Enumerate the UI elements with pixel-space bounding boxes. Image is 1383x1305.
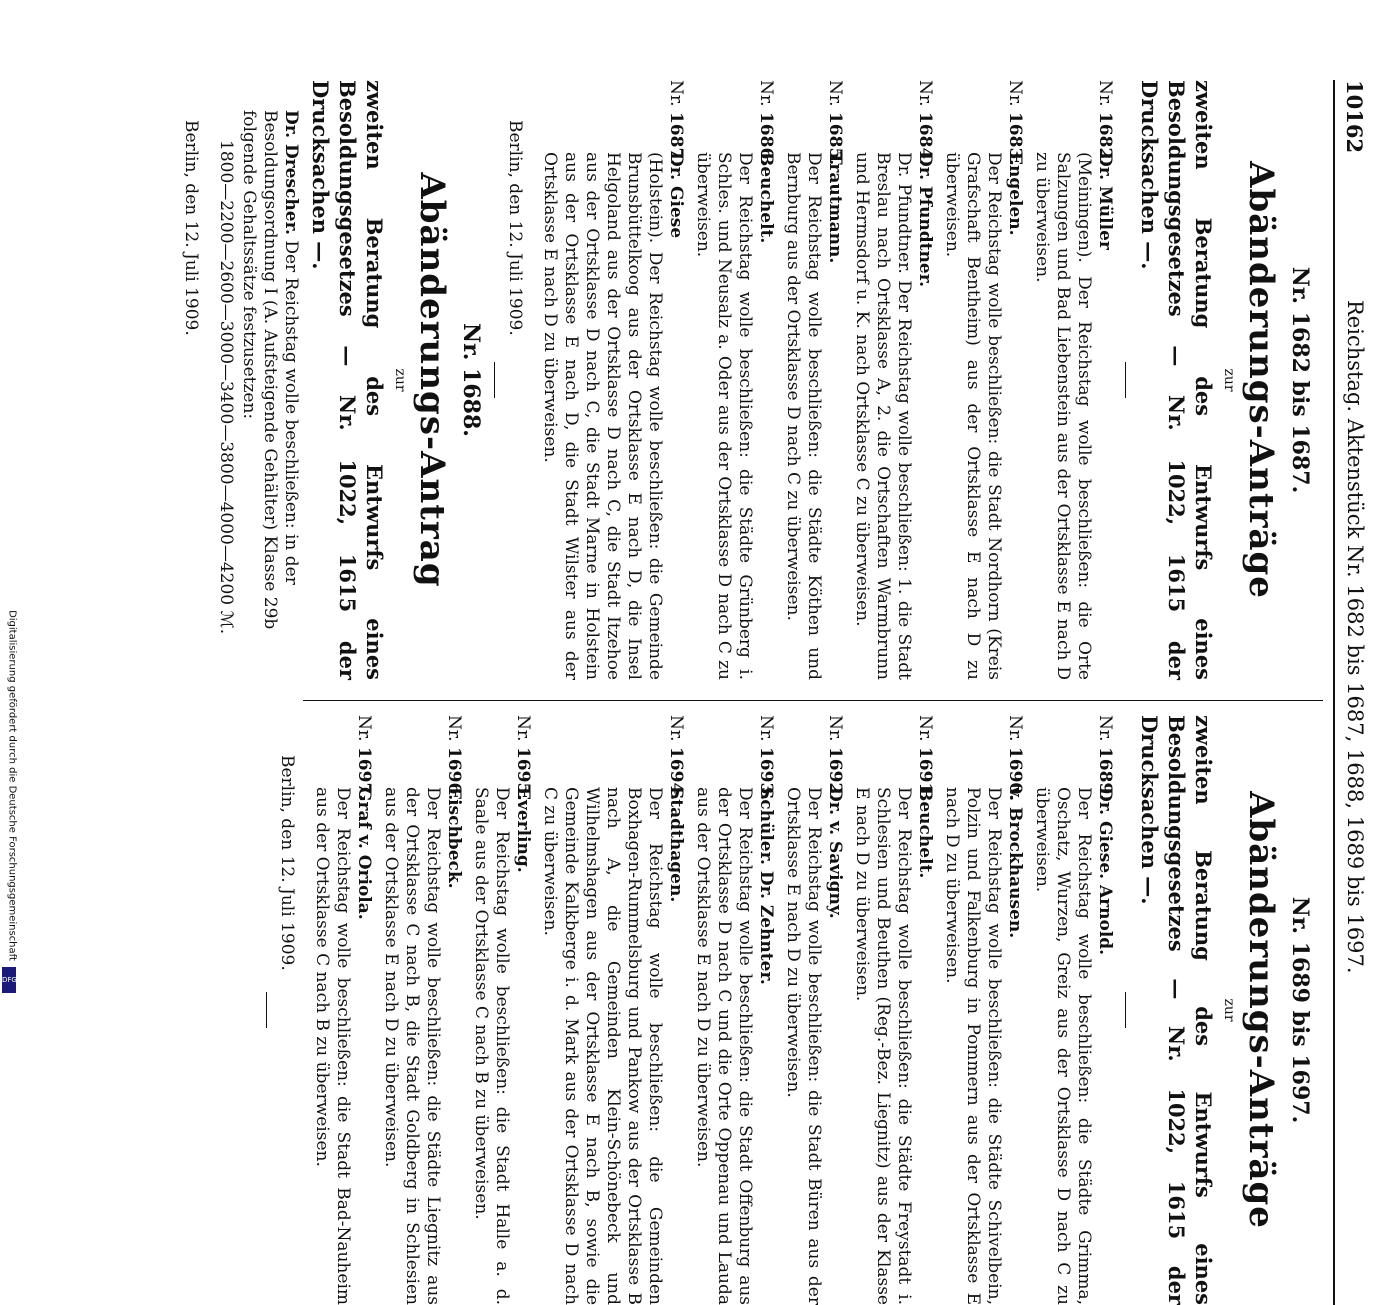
entry-number: Nr. 1683.: [1005, 80, 1025, 166]
block2-subject: zweiten Beratung des Entwurfs eines Besoldungsgesetzes — Nr. 1022, 1615 der Drucksachen —.: [308, 80, 387, 680]
block2-range: Nr. 1688.: [458, 323, 484, 437]
amendment-entry: [1031, 80, 1115, 680]
amendment-entry: [539, 715, 686, 1305]
running-header: [1335, 0, 1375, 974]
right-range: Nr. 1689 bis 1697.: [1287, 896, 1313, 1124]
credit-text: Digitalisierung gefördert durch die Deutsche Forschungsgemeinschaft: [6, 610, 18, 961]
entry-name: Beuchelt.: [756, 152, 776, 244]
entry-number: Nr. 1692.: [825, 715, 845, 801]
amendment-entry: [470, 715, 533, 1305]
block2-zur: zur: [392, 368, 408, 392]
entry-name: Trautmann.: [825, 152, 845, 264]
signer-name: Dr. Drescher.: [281, 110, 301, 235]
entry-number: Nr. 1694.: [666, 715, 686, 801]
entry-number: Nr. 1687.: [666, 80, 686, 166]
entry-text: Der Reichstag wolle beschließen: die Gemeinden Boxhagen-Rummelsburg und Pankow aus der Ortsklasse B nach A, die Gemeinden Klein-Schönebeck und Wilhelmshagen aus der Ortsklasse E nach B, sowie die Gemeinde Kalkberge i. d. Mark aus der Ortsklasse D nach C zu überweisen.: [540, 787, 665, 1305]
dfg-logo-icon: DFG: [2, 967, 16, 993]
entry-text: Dr. Pfundtner. Der Reichstag wolle beschließen: 1. die Stadt Breslau nach Ortsklasse A, 2. die Ortschaften Warmbrunn und Hermsdorf u. K. nach Ortsklasse C zu überweisen.: [852, 152, 914, 680]
right-zur: zur: [1221, 998, 1237, 1022]
entry-name: Beuchelt.: [915, 787, 935, 879]
entry-name: Schüler. Dr. Zehnter.: [756, 787, 776, 985]
entry-text: Der Reichstag wolle beschließen: die Stadt Bad-Nauheim aus der Ortsklasse C nach B zu überweisen.: [312, 787, 353, 1305]
entry-text: Der Reichstag wolle beschließen: die Stadt Büren aus der Ortsklasse E nach D zu überweisen.: [783, 787, 824, 1305]
entry-text: Der Reichstag wolle beschließen: die Stadt Offenburg aus der Ortsklasse D nach C und die Orte Oppenau und Lauda aus der Ortsklasse E nach D zu überweisen.: [693, 787, 755, 1305]
signer-text: [238, 80, 301, 680]
amendment-entry: [851, 715, 935, 1305]
entry-text: Der Reichstag wolle beschließen: die Stadt Nordhorn (Kreis Grafschaft Bentheim) aus der Ortsklasse E nach D zu überweisen.: [942, 152, 1004, 680]
right-heading: Abänderungs-Anträge: [1241, 791, 1281, 1229]
amendment-entry: [692, 80, 776, 680]
column-rule: [303, 700, 1323, 701]
block1-heading: Abänderungs-Anträge: [1241, 161, 1281, 599]
entry-number: Nr. 1691.: [915, 715, 935, 801]
date-line: Berlin, den 12. Juli 1909.: [181, 120, 201, 336]
page-number: 10162: [1342, 80, 1367, 154]
date-line: Berlin, den 12. Juli 1909.: [277, 755, 297, 971]
entry-name: Fischbeck.: [444, 787, 464, 889]
entry-text: Der Reichstag wolle beschließen: die Städte Grünberg i. Schles. und Neusalz a. Oder aus der Ortsklasse D nach C zu überweisen.: [693, 152, 755, 680]
entry-number: Nr. 1686.: [756, 80, 776, 166]
header-rule: [1333, 80, 1335, 1305]
running-head: Reichstag. Aktenstück Nr. 1682 bis 1687, 1688, 1689 bis 1697.: [1343, 300, 1367, 974]
amendment-entry: [782, 80, 845, 680]
amendment-entry: [311, 715, 374, 1305]
separator: [1125, 992, 1126, 1028]
entry-number: Nr. 1682.: [1095, 80, 1115, 166]
entry-name: Dr. Müller: [1095, 152, 1115, 250]
block1-subject: zweiten Beratung des Entwurfs eines Besoldungsgesetzes — Nr. 1022, 1615 der Drucksachen —.: [1137, 80, 1216, 680]
entry-number: Nr. 1696.: [444, 715, 464, 801]
entry-number: Nr. 1689.: [1095, 715, 1115, 801]
sidebar-credit: [0, 600, 20, 1000]
separator: [266, 992, 267, 1028]
separator: [1125, 362, 1126, 398]
entry-number: Nr. 1684.: [915, 80, 935, 166]
entry-text: (Meiningen). Der Reichstag wolle beschließen: die Orte Salzungen und Bad Liebenstein aus der Ortsklasse E nach D zu überweisen.: [1032, 152, 1094, 680]
entry-name: Dr. Giese: [666, 152, 686, 239]
amendment-entry: [851, 80, 935, 680]
entry-name: Graf v. Oriola.: [354, 787, 374, 920]
block1-zur: zur: [1221, 368, 1237, 392]
entry-number: Nr. 1695.: [513, 715, 533, 801]
right-column: [256, 715, 1323, 1305]
amendment-entry: [782, 715, 845, 1305]
entry-name: Dr. v. Savigny.: [825, 787, 845, 919]
entry-number: Nr. 1685.: [825, 80, 845, 166]
entry-name: Stadthagen.: [666, 787, 686, 903]
entry-name: Everling.: [513, 787, 533, 873]
separator: [494, 362, 495, 398]
entry-text: Der Reichstag wolle beschließen: die Städte Liegnitz aus der Ortsklasse C nach B, die Stadt Goldberg in Schlesien aus der Ortsklasse E nach D zu überweisen.: [381, 787, 443, 1305]
amendment-entry: [380, 715, 464, 1305]
block2-heading: Abänderungs-Antrag: [412, 172, 452, 588]
right-subject: zweiten Beratung des Entwurfs eines Besoldungsgesetzes — Nr. 1022, 1615 der Drucksachen —.: [1137, 715, 1216, 1305]
date-line: Berlin, den 12. Juli 1909.: [505, 120, 525, 336]
left-column: [181, 80, 1323, 680]
amendment-entry: [539, 80, 686, 680]
entry-text: (Holstein). Der Reichstag wolle beschließen: die Gemeinde Brunsbüttelkoog aus der Ortsklasse E nach D, die Insel Helgoland aus der Ortsklasse D nach C, die Stadt Itzehoe aus der Ortsklasse D nach C, die Stadt Marne in Holstein aus der Ortsklasse E nach D, die Stadt Wilster aus der Ortsklasse E nach D zu überweisen.: [540, 152, 665, 680]
entry-text: Der Reichstag wolle beschließen: die Städte Köthen und Bernburg aus der Ortsklasse D nach C zu überweisen.: [783, 152, 824, 680]
block1-range: Nr. 1682 bis 1687.: [1287, 266, 1313, 494]
amendment-entry: [1031, 715, 1115, 1305]
entry-text: Der Reichstag wolle beschließen: die Städte Freystadt i. Schlesien und Beuthen (Reg.-Bez. Liegnitz) aus der Klasse E nach D zu überweisen.: [852, 787, 914, 1305]
entry-number: Nr. 1690.: [1005, 715, 1025, 801]
entry-name: v. Brockhausen.: [1005, 787, 1025, 939]
entry-text: Der Reichstag wolle beschließen: die Städte Schivelbein, Polzin und Falkenburg in Pommern aus der Ortsklasse E nach D zu überweisen.: [942, 787, 1004, 1305]
entry-text: Der Reichstag wolle beschließen: die Städte Grimma, Oschatz, Wurzen, Greiz aus der Ortsklasse D nach C zu überweisen.: [1032, 787, 1094, 1305]
amendment-entry: [941, 80, 1025, 680]
entry-number: Nr. 1693.: [756, 715, 776, 801]
entry-name: Dr. Pfundtner.: [915, 152, 935, 288]
salary-scale: 1800—2200—2600—3000—3400—3800—4000—4200 ℳ.: [216, 140, 236, 635]
entry-text: Der Reichstag wolle beschließen: die Stadt Halle a. d. Saale aus der Ortsklasse C nach B zu überweisen.: [471, 787, 512, 1305]
entry-name: Engelen.: [1005, 152, 1025, 236]
entry-number: Nr. 1697.: [354, 715, 374, 801]
signer-motion: Der Reichstag wolle beschließen: in der Besoldungsordnung I (A. Aufsteigende Gehälter) Klasse 29b folgende Gehaltssätze festzusetzen:: [239, 110, 301, 630]
amendment-entry: [941, 715, 1025, 1305]
entry-name: Dr. Giese. Arnold.: [1095, 787, 1115, 956]
amendment-entry: [692, 715, 776, 1305]
